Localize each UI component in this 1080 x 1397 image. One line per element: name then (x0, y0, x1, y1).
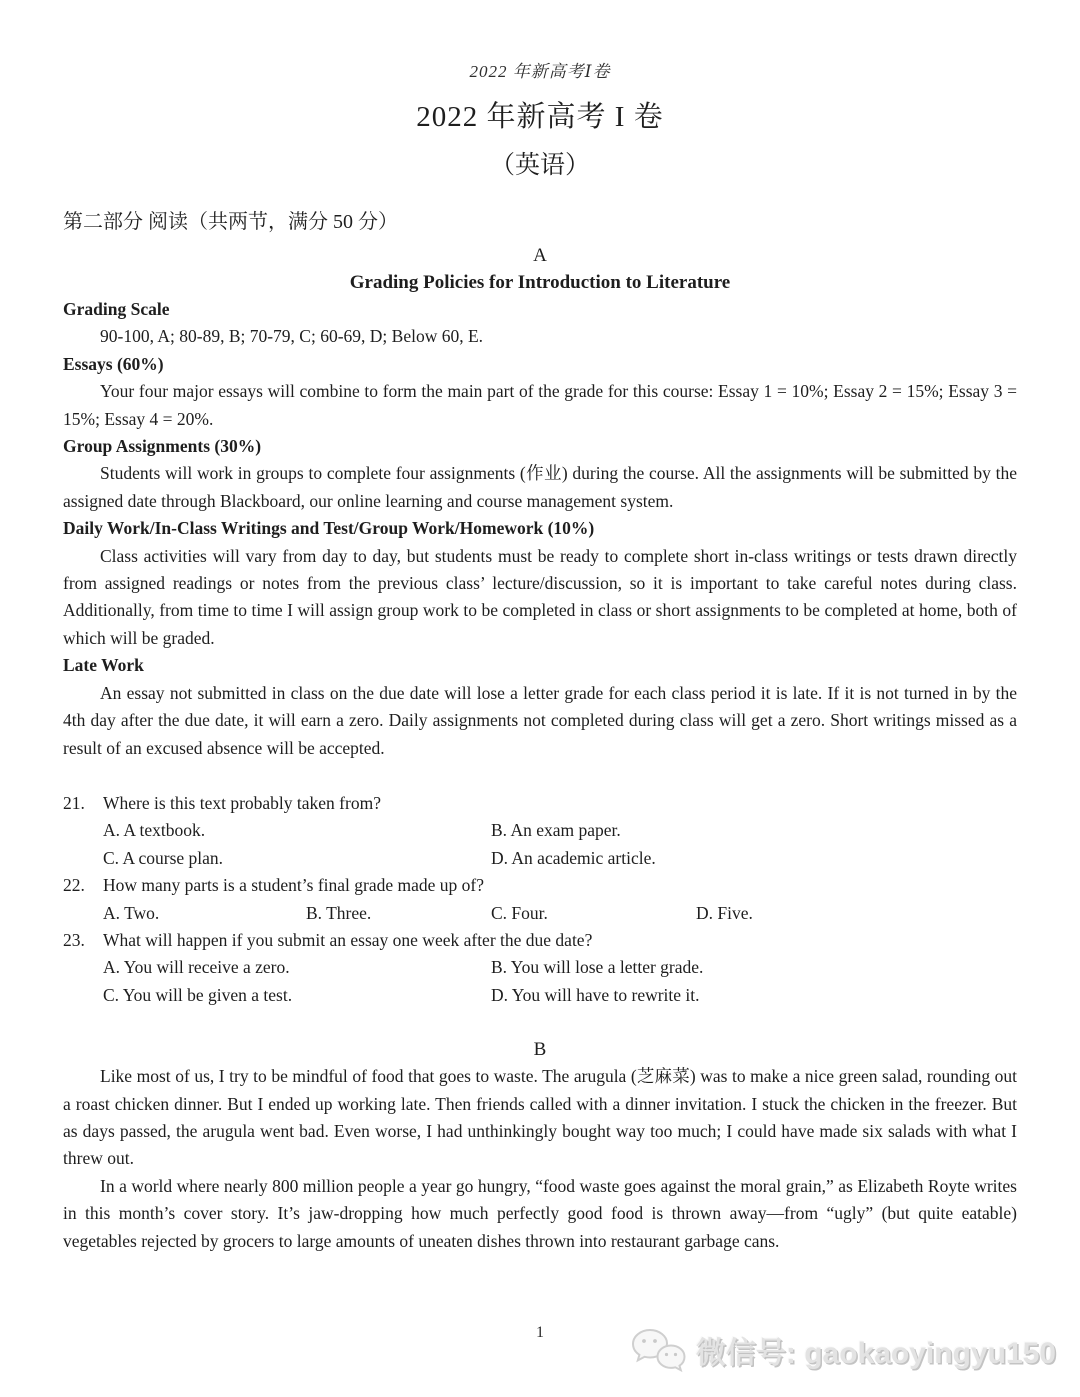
option-c: C. A course plan. (103, 847, 224, 868)
grading-scale-heading: Grading Scale (63, 299, 170, 319)
option-a: A. Two. (103, 902, 160, 923)
question-number: 22. (63, 875, 85, 896)
option-a: A. You will receive a zero. (103, 957, 290, 978)
question-22-options (63, 900, 1017, 927)
question-23-stem (63, 927, 1017, 954)
question-text: Where is this text probably taken from? (103, 792, 381, 813)
daily-work-paragraph: Class activities will vary from day to day, but students must be ready to complete short in-class writings or tests drawn directly from assigned readings or notes from the previous class’ lecture/discussion, so it is important to take careful notes during class. Additionally, from time to time I will assign group work to be completed in class or short assignments to be completed at home, both of which will be graded. (63, 545, 1017, 648)
question-number: 23. (63, 929, 85, 950)
passage-a-title: Grading Policies for Introduction to Literature (349, 272, 731, 293)
grading-scale-line: 90-100, A; 80-89, B; 70-79, C; 60-69, D; Below 60, E. (100, 326, 484, 347)
question-21-stem (63, 790, 1017, 817)
watermark-text: 微信号: gaokaoyingyu150 (695, 1337, 1056, 1370)
option-c: C. You will be given a test. (103, 984, 293, 1005)
question-21-options (63, 817, 1017, 872)
option-d: D. An academic article. (491, 847, 656, 868)
option-b: B. Three. (306, 902, 372, 923)
section-heading: 第二部分 阅读（共两节，满分 50 分） (63, 211, 398, 233)
option-a: A. A textbook. (103, 820, 206, 841)
subject-subtitle: （英语） (489, 152, 590, 179)
question-22 (63, 872, 1017, 927)
passage-a (63, 242, 1017, 762)
late-work-heading: Late Work (63, 655, 144, 676)
question-text: How many parts is a student’s final grade made up of? (103, 875, 485, 896)
question-text: What will happen if you submit an essay one week after the due date? (103, 929, 593, 950)
option-b: B. An exam paper. (491, 820, 621, 841)
option-d: D. Five. (696, 902, 753, 923)
running-header: 2022 年新高考Ⅰ卷 (469, 62, 611, 81)
question-list (63, 790, 1017, 1009)
daily-work-heading: Daily Work/In-Class Writings and Test/Group Work/Homework (10%) (63, 518, 595, 539)
passage-b (63, 1036, 1017, 1255)
group-assignments-heading: Group Assignments (30%) (63, 436, 262, 457)
passage-a-label: A (533, 245, 547, 266)
option-c: C. Four. (491, 902, 548, 923)
page-title: 2022 年新高考 I 卷 (416, 101, 664, 133)
option-d: D. You will have to rewrite it. (491, 984, 700, 1005)
page-number: 1 (536, 1324, 544, 1341)
essays-heading: Essays (60%) (63, 353, 164, 374)
watermark (630, 1327, 1056, 1373)
late-work-paragraph: An essay not submitted in class on the due date will lose a letter grade for each class period it is late. If it is not turned in by the 4th day after the due date, it will earn a zero. Daily assignments not completed during class will get a zero. Short writings missed as a result of an excused absence will be accepted. (63, 682, 1017, 758)
passage-b-paragraph-2: In a world where nearly 800 million people a year go hungry, “food waste goes against the moral grain,” as Elizabeth Royte writes in this month’s cover story. It’s jaw-dropping how much perfectly good food is thrown away—from “ugly” (but quite eatable) vegetables rejected by grocers to large amounts of uneaten dishes thrown into restaurant garbage cans. (63, 1175, 1017, 1251)
option-b: B. You will lose a letter grade. (491, 957, 704, 978)
question-22-stem (63, 872, 1017, 899)
question-21 (63, 790, 1017, 872)
question-number: 21. (63, 792, 85, 813)
essays-paragraph: Your four major essays will combine to form the main part of the grade for this course: Essay 1 = 10%; Essay 2 = 15%; Essay 3 = 15%; Essay 4 = 20%. (63, 381, 1017, 429)
wechat-icon (630, 1327, 686, 1373)
passage-b-label: B (533, 1039, 547, 1061)
question-23 (63, 927, 1017, 1009)
question-23-options (63, 954, 1017, 1009)
group-assignments-paragraph: Students will work in groups to complete four assignments (作业) during the course. All the assignments will be submitted by the assigned date through Blackboard, our online learning and course management system. (63, 463, 1017, 511)
passage-b-paragraph-1: Like most of us, I try to be mindful of food that goes to waste. The arugula (芝麻菜) was to make a nice green salad, rounding out a roast chicken dinner. But I ended up working late. Then friends called with a dinner invitation. I stuck the chicken in the freezer. But as days passed, the arugula went bad. Even worse, I had unthinkingly bought way too much; I could have made six salads with what I threw out. (63, 1066, 1017, 1169)
